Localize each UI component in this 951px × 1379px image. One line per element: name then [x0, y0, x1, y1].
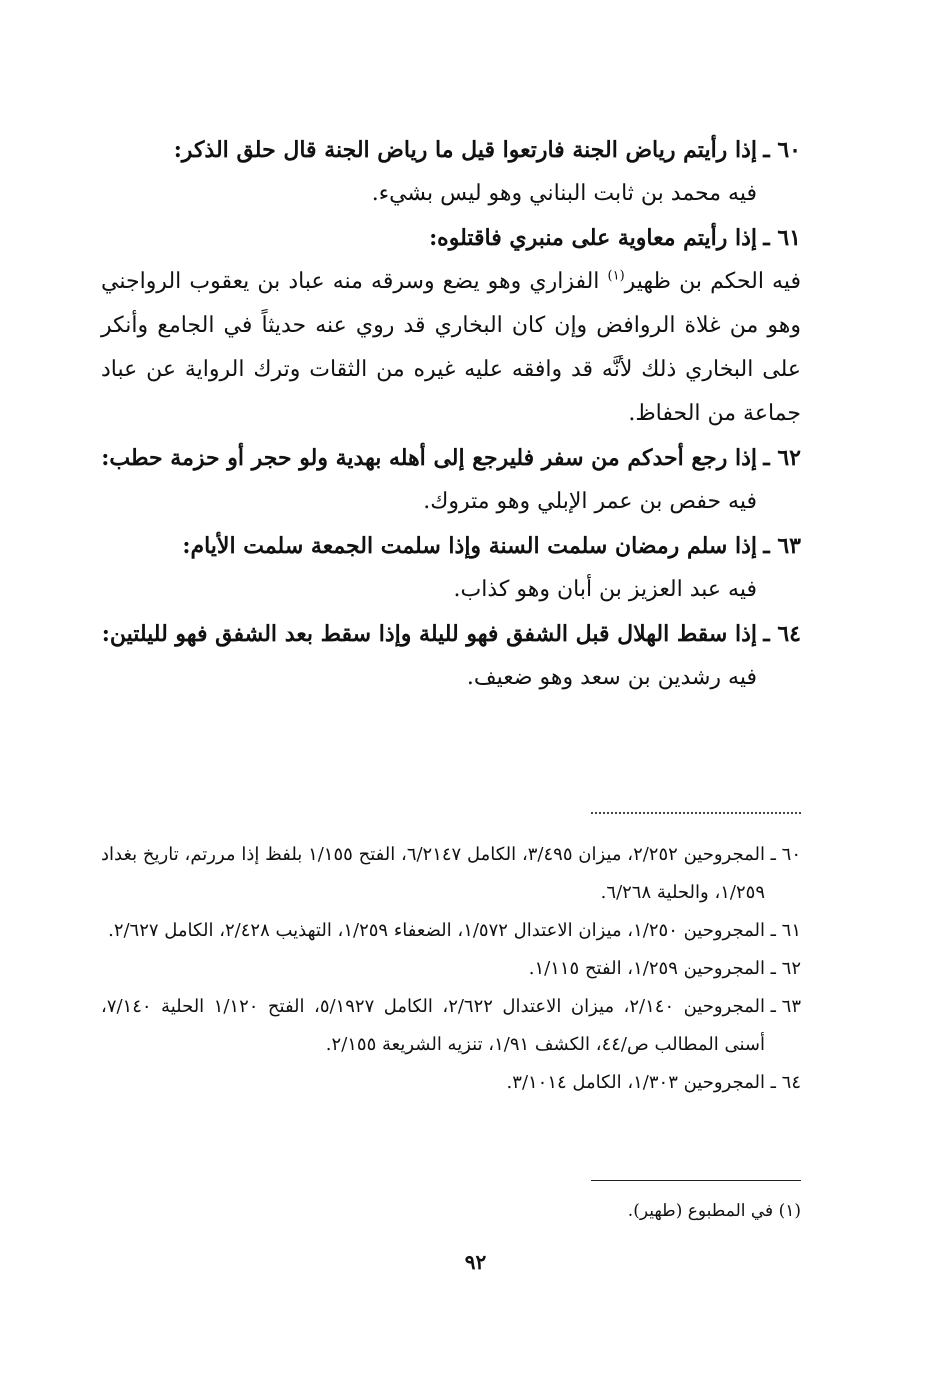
hadith-title: ٦٤ ـإذا سقط الهلال قبل الشفق فهو لليلة وإذا سقط بعد الشفق فهو لليلتين: — [101, 612, 801, 656]
hadith-entry-63 — [101, 524, 801, 612]
footnote-rule — [591, 1180, 801, 1181]
hadith-title: ٦٠ ـإذا رأيتم رياض الجنة فارتعوا قيل ما رياض الجنة قال حلق الذكر: — [101, 128, 801, 172]
hadith-number: ٦٤ ـ — [763, 621, 801, 647]
reference-item: ٦١ ـالمجروحين ١/٢٥٠، ميزان الاعتدال ١/٥٧٢، الضعفاء ١/٢٥٩، التهذيب ٢/٤٢٨، الكامل ٢/٦٢٧. — [108, 920, 801, 941]
hadith-commentary: فيه رشدين بن سعد وهو ضعيف. — [466, 665, 757, 690]
footnote-note: (١) في المطبوع (طهير). — [627, 1201, 801, 1221]
hadith-entry-60 — [101, 128, 801, 216]
hadith-number: ٦٠ ـ — [763, 137, 801, 163]
reference-item: ٦٤ ـالمجروحين ١/٣٠٣، الكامل ٣/١٠١٤. — [506, 1072, 801, 1093]
dotted-separator — [591, 812, 801, 814]
hadith-list — [101, 128, 801, 700]
source-references — [101, 836, 801, 1102]
page-number: ٩٢ — [464, 1250, 487, 1274]
hadith-number: ٦٢ ـ — [763, 445, 801, 471]
reference-item: ٦٣ ـالمجروحين ٢/١٤٠، ميزان الاعتدال ٢/٦٢٢، الكامل ٥/١٩٢٧، الفتح ١/١٢٠ الحلية ٧/١٤٠، أسنى المطالب ص/٤٤، الكشف ١/٩١، تنزيه الشريعة ٢/١٥٥. — [101, 996, 801, 1055]
reference-item: ٦٠ ـالمجروحين ٢/٢٥٢، ميزان ٣/٤٩٥، الكامل ٦/٢١٤٧، الفتح ١/١٥٥ بلفظ إذا مررتم، تاريخ بغداد ١/٢٥٩، والحلية ٦/٢٦٨. — [101, 844, 801, 903]
hadith-title: ٦١ ـإذا رأيتم معاوية على منبري فاقتلوه: — [101, 216, 801, 260]
hadith-commentary: فيه محمد بن ثابت البناني وهو ليس بشيء. — [371, 181, 757, 206]
hadith-commentary: فيه حفص بن عمر الإبلي وهو متروك. — [423, 489, 757, 514]
hadith-entry-64 — [101, 612, 801, 700]
hadith-number: ٦١ ـ — [763, 225, 801, 251]
hadith-entry-62 — [101, 436, 801, 524]
hadith-commentary: فيه عبد العزيز بن أبان وهو كذاب. — [453, 577, 757, 602]
hadith-title: ٦٢ ـإذا رجع أحدكم من سفر فليرجع إلى أهله بهدية ولو حجر أو حزمة حطب: — [101, 436, 801, 480]
hadith-number: ٦٣ ـ — [763, 533, 801, 559]
hadith-entry-61 — [101, 216, 801, 436]
footnote-reference[interactable]: (١) — [607, 268, 625, 284]
hadith-title: ٦٣ ـإذا سلم رمضان سلمت السنة وإذا سلمت الجمعة سلمت الأيام: — [101, 524, 801, 568]
hadith-commentary: فيه الحكم بن ظهير$^{(١)}$ الفزاري وهو يضع وسرقه منه عباد بن يعقوب الرواجني وهو من غلاة الروافض وإن كان البخاري قد روي عنه حديثاً في الجامع وأنكر على البخاري ذلك لأنَّه قد وافقه عليه غيره من الثقات وترك الرواية عن عباد جماعة من الحفاظ. — [101, 268, 801, 426]
reference-item: ٦٢ ـالمجروحين ١/٢٥٩، الفتح ١/١١٥. — [528, 958, 801, 979]
